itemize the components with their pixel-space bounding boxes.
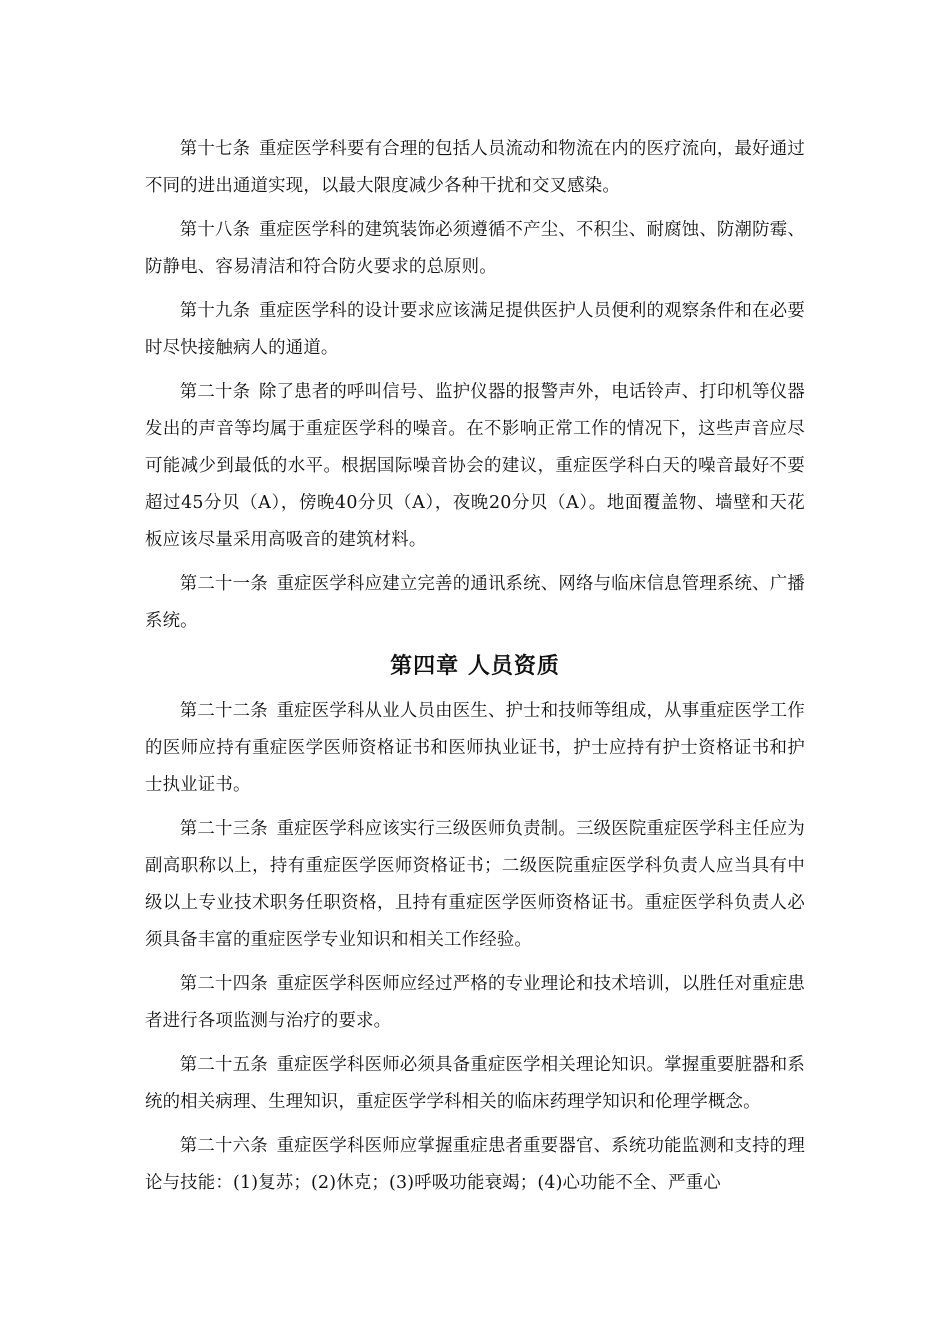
article-21 [145,566,805,640]
chapter-title: 第四章 人员资质 [390,654,560,679]
article-number: 第十九条 [179,301,251,321]
article-text: 重症医学科从业人员由医生、护士和技师等组成，从事重症医学工作的医师应持有重症医学医师资格证书和医师执业证书，护士应持有护士资格证书和护士执业证书。 [145,701,805,795]
article-19 [145,293,805,367]
article-text: 重症医学科的设计要求应该满足提供医护人员便利的观察条件和在必要时尽快接触病人的通道。 [145,301,805,358]
article-20 [145,374,805,559]
article-number: 第二十五条 [179,1055,268,1075]
article-text: 重症医学科医师应经过严格的专业理论和技术培训，以胜任对重症患者进行各项监测与治疗的要求。 [145,974,805,1031]
article-number: 第十八条 [179,220,251,240]
article-text: 重症医学科应该实行三级医师负责制。三级医院重症医学科主任应为副高职称以上，持有重症医学医师资格证书；二级医院重症医学科负责人应当具有中级以上专业技术职务任职资格，且持有重症医学医师资格证书。重症医学科负责人必须具备丰富的重症医学专业知识和相关工作经验。 [145,819,805,950]
article-number: 第二十四条 [179,974,268,994]
article-text: 重症医学科应建立完善的通讯系统、网络与临床信息管理系统、广播系统。 [145,574,805,631]
article-number: 第二十二条 [179,701,268,721]
article-18 [145,212,805,286]
article-number: 第二十六条 [179,1136,268,1156]
article-25 [145,1047,805,1121]
article-number: 第二十一条 [179,574,268,594]
article-text: 重症医学科的建筑装饰必须遵循不产尘、不积尘、耐腐蚀、防潮防霉、防静电、容易清洁和符合防火要求的总原则。 [145,220,805,277]
article-24 [145,966,805,1040]
article-23 [145,811,805,959]
article-text: 重症医学科医师必须具备重症医学相关理论知识。掌握重要脏器和系统的相关病理、生理知识，重症医学学科相关的临床药理学知识和伦理学概念。 [145,1055,805,1112]
article-text: 重症医学科医师应掌握重症患者重要器官、系统功能监测和支持的理论与技能：(1)复苏；(2)休克；(3)呼吸功能衰竭；(4)心功能不全、严重心 [145,1136,805,1193]
article-number: 第十七条 [179,139,251,159]
article-text: 除了患者的呼叫信号、监护仪器的报警声外，电话铃声、打印机等仪器发出的声音等均属于重症医学科的噪音。在不影响正常工作的情况下，这些声音应尽可能减少到最低的水平。根据国际噪音协会的建议，重症医学科白天的噪音最好不要超过45分贝（A），傍晚40分贝（A），夜晚20分贝（A）。地面覆盖物、墙壁和天花板应该尽量采用高吸音的建筑材料。 [145,382,805,550]
article-number: 第二十三条 [179,819,268,839]
article-text: 重症医学科要有合理的包括人员流动和物流在内的医疗流向，最好通过不同的进出通道实现，以最大限度减少各种干扰和交叉感染。 [145,139,805,196]
article-17 [145,131,805,205]
document-page [145,131,805,1209]
article-26 [145,1128,805,1202]
article-22 [145,693,805,804]
article-number: 第二十条 [179,382,251,402]
